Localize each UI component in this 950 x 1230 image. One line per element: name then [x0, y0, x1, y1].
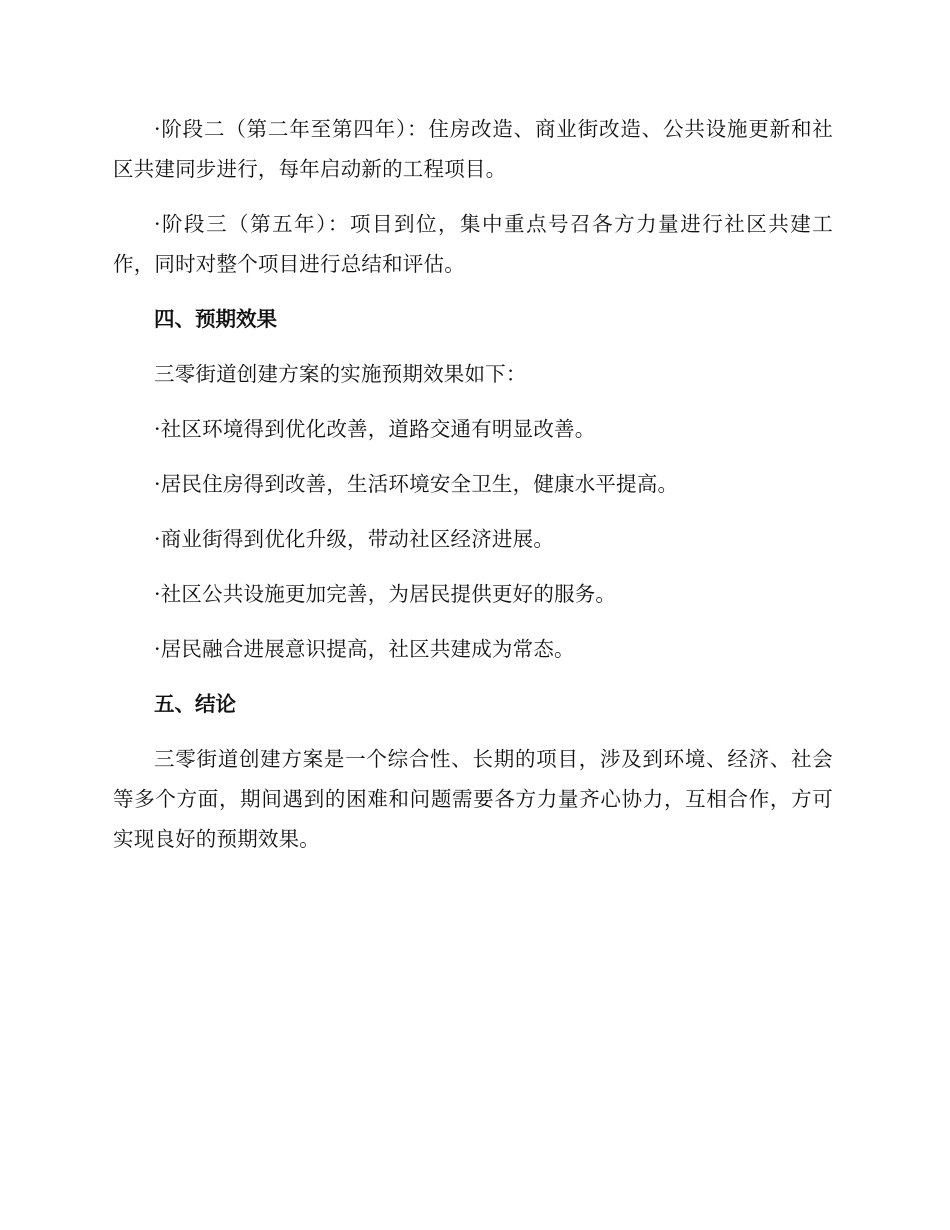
section-5-heading: 五、结论 — [154, 692, 236, 716]
conclusion-paragraph: 三零街道创建方案是一个综合性、长期的项目，涉及到环境、经济、社会等多个方面，期间遇到的困难和问题需要各方力量齐心协力，互相合作，方可实现良好的预期效果。 — [113, 747, 833, 851]
document-body — [113, 109, 833, 874]
section-4-heading: 四、预期效果 — [154, 307, 277, 331]
phase-2-paragraph: ·阶段二（第二年至第四年）：住房改造、商业街改造、公共设施更新和社区共建同步进行，每年启动新的工程项目。 — [113, 117, 833, 181]
effect-item: ·社区公共设施更加完善，为居民提供更好的服务。 — [154, 582, 617, 606]
effect-item: ·商业街得到优化升级，带动社区经济进展。 — [154, 527, 555, 551]
effect-item: ·社区环境得到优化改善，道路交通有明显改善。 — [154, 417, 596, 441]
effect-item: ·居民融合进展意识提高，社区共建成为常态。 — [154, 637, 575, 661]
effect-item: ·居民住房得到改善，生活环境安全卫生，健康水平提高。 — [154, 472, 679, 496]
phase-3-paragraph: ·阶段三（第五年）：项目到位，集中重点号召各方力量进行社区共建工作，同时对整个项目进行总结和评估。 — [113, 212, 833, 276]
section-4-intro: 三零街道创建方案的实施预期效果如下： — [154, 362, 527, 386]
